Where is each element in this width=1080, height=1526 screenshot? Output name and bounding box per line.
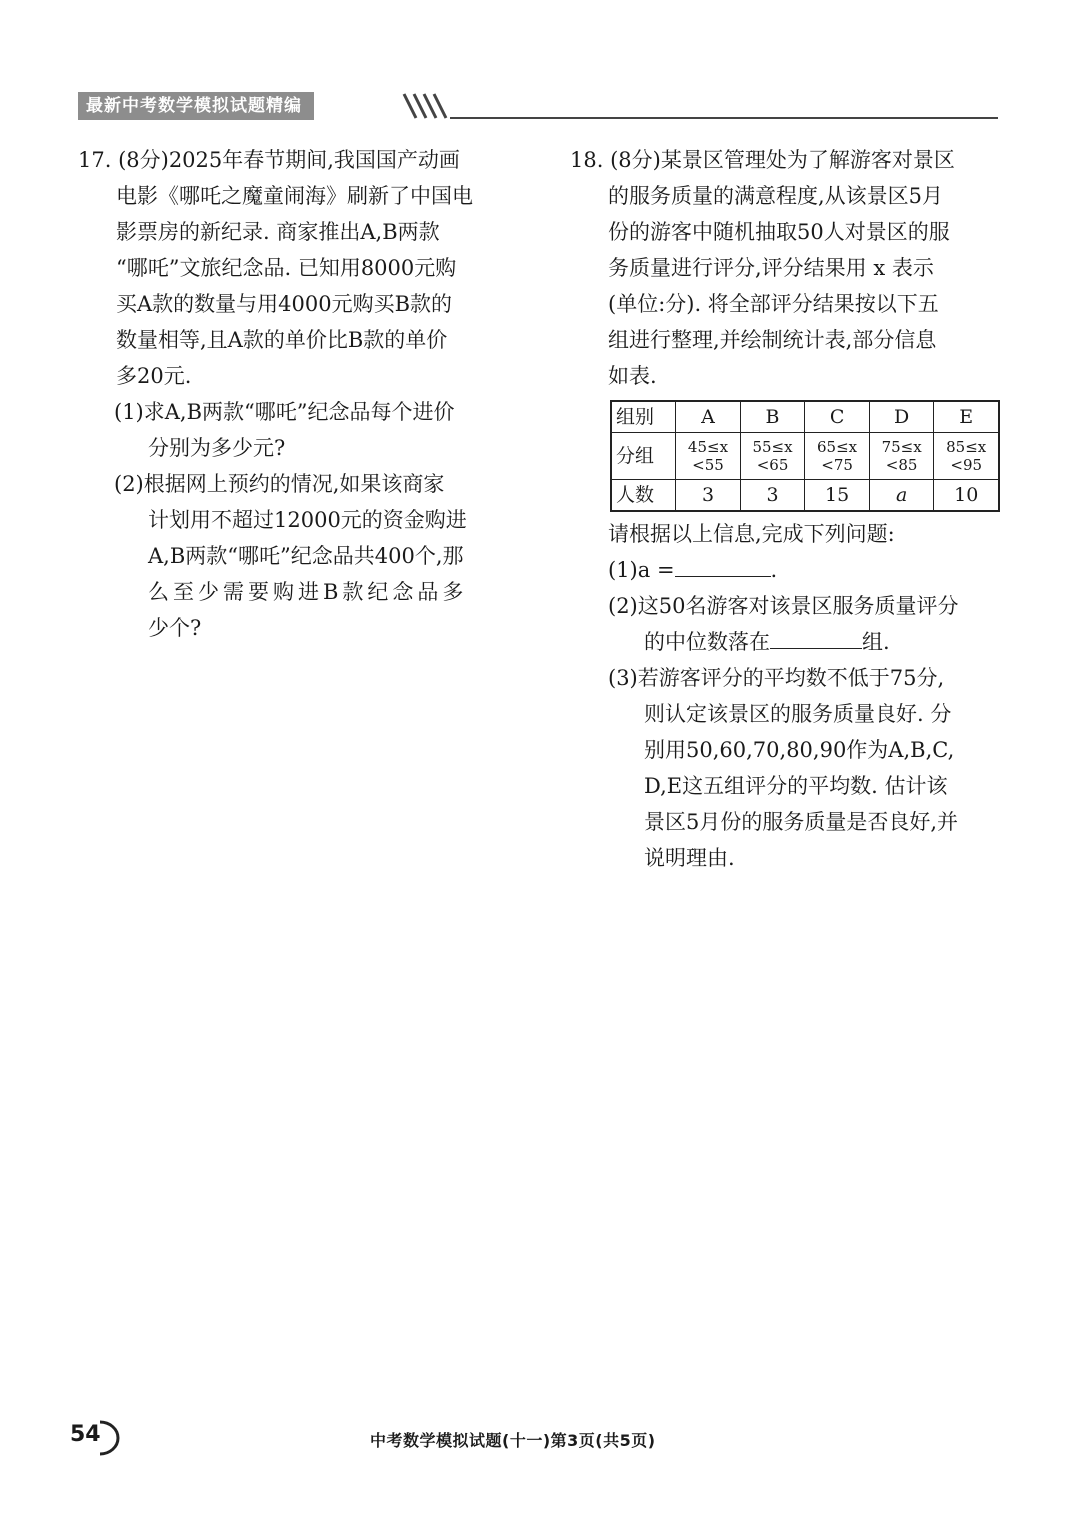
q17-line: 数量相等,且A款的单价比B款的单价 [116,328,448,352]
table-cell: 10 [934,480,999,512]
answer-blank[interactable] [770,626,862,649]
q18-sub3-line: (3)若游客评分的平均数不低于75分, [608,666,945,690]
q17-line: 17. (8分)2025年春节期间,我国国产动画 [78,148,460,172]
table-cell: E [934,401,999,433]
page-footer [70,1418,1000,1462]
q18-sub3-line: 则认定该景区的服务质量良好. 分 [644,702,952,726]
table-cell: 15 [805,480,870,512]
range-lower: 65≤x [817,438,858,456]
table-cell: 3 [740,480,805,512]
page-number: 54 [70,1422,101,1447]
header-title: 最新中考数学模拟试题精编 [78,92,314,120]
q17-sub2-line: 计划用不超过12000元的资金购进 [148,508,467,532]
q17-sub1-line: 分别为多少元? [148,436,286,460]
score-table [610,400,1000,512]
footer-text: 中考数学模拟试题(十一)第3页(共5页) [370,1431,656,1450]
table-cell: D [869,401,934,433]
q18-sub3-line: D,E这五组评分的平均数. 估计该 [644,774,948,798]
table-cell [805,433,870,480]
range-lower: 75≤x [881,438,922,456]
q18-sub3-line: 说明理由. [644,846,735,870]
table-cell: 人数 [611,480,676,512]
q18-line: (单位:分). 将全部评分结果按以下五 [608,292,939,316]
table-row [611,401,999,433]
q18-sub1-text: (1)a = [608,558,675,582]
q17-sub2-line: 么至少需要购进B款纪念品多 [148,580,468,604]
table-cell: a [869,480,934,512]
range-upper: <65 [756,456,789,474]
range-upper: <85 [885,456,918,474]
q17-line: 电影《哪吒之魔童闹海》刷新了中国电 [116,184,473,208]
q18-line: 份的游客中随机抽取50人对景区的服 [608,220,950,244]
q18-line: 的服务质量的满意程度,从该景区5月 [608,184,944,208]
q17-sub2-line: 少个? [148,616,202,640]
q17-line: 多20元. [116,364,192,388]
table-row [611,480,999,512]
q18-sub2-text: 的中位数落在 [644,630,770,654]
page-header [78,90,998,124]
q18-prompt: 请根据以上信息,完成下列问题: [608,522,895,546]
question-18 [570,142,1000,876]
q18-line: 18. (8分)某景区管理处为了解游客对景区 [570,148,955,172]
range-lower: 45≤x [687,438,729,456]
range-upper: <75 [821,456,853,474]
table-row [611,433,999,480]
question-17 [78,142,508,646]
q18-sub1-end: . [770,558,778,582]
range-lower: 85≤x [946,438,987,456]
q18-sub1 [570,552,1000,588]
table-cell [934,433,999,480]
q18-line: 务质量进行评分,评分结果用 x 表示 [608,256,934,280]
table-cell [676,433,741,480]
q18-sub3-line: 别用50,60,70,80,90作为A,B,C, [644,738,955,762]
q17-sub2-line: (2)根据网上预约的情况,如果该商家 [114,472,445,496]
range-upper: <55 [692,456,724,474]
table-cell: 分组 [611,433,676,480]
q18-sub3-line: 景区5月份的服务质量是否良好,并 [644,810,959,834]
q18-sub2-end: 组. [862,630,890,654]
page-number-arc-icon [96,1418,120,1458]
table-cell [869,433,934,480]
q17-line: “哪吒”文旅纪念品. 已知用8000元购 [116,256,457,280]
answer-blank[interactable] [675,554,771,577]
range-upper: <95 [950,456,983,474]
table-cell: 3 [676,480,741,512]
table-cell [740,433,805,480]
q18-line: 如表. [608,364,657,388]
q17-sub2-line: A,B两款“哪吒”纪念品共400个,那 [148,544,464,568]
q18-line: 组进行整理,并绘制统计表,部分信息 [608,328,937,352]
range-lower: 55≤x [752,438,793,456]
table-cell: 组别 [611,401,676,433]
q17-sub1-line: (1)求A,B两款“哪吒”纪念品每个进价 [114,400,455,424]
q18-sub2-line [570,624,1000,660]
table-cell: B [740,401,805,433]
q17-line: 买A款的数量与用4000元购买B款的 [116,292,453,316]
q17-line: 影票房的新纪录. 商家推出A,B两款 [116,220,440,244]
table-cell: A [676,401,741,433]
q18-sub2-line: (2)这50名游客对该景区服务质量评分 [608,594,959,618]
header-rule [450,117,998,119]
table-cell: C [805,401,870,433]
